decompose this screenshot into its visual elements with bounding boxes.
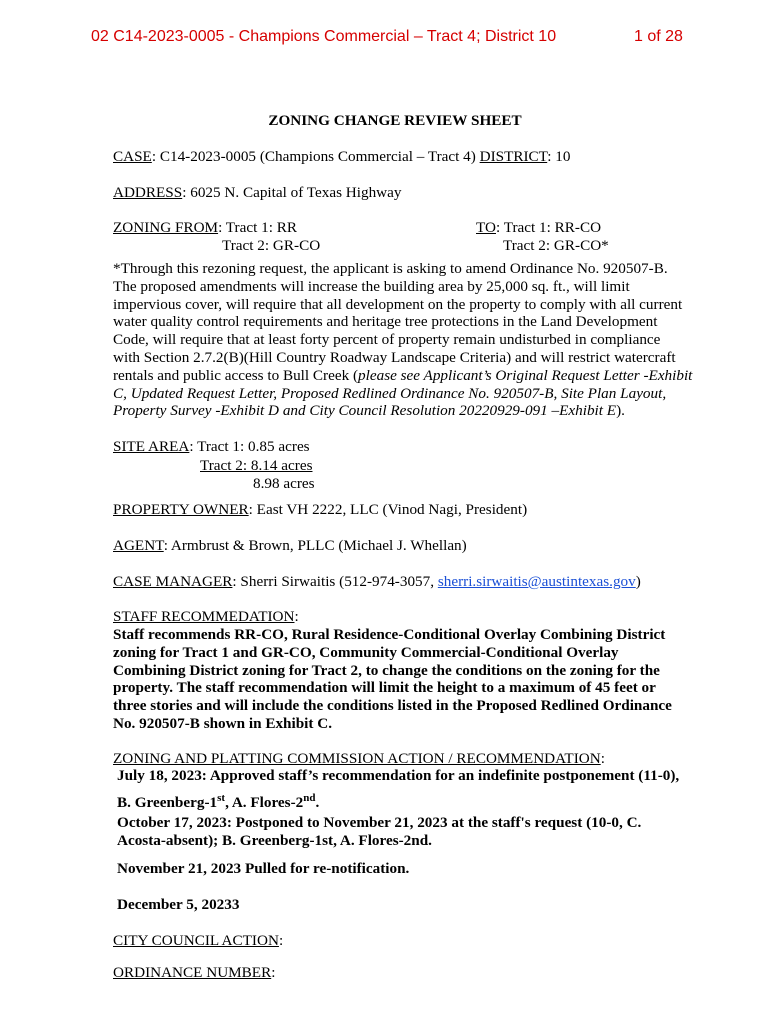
address-value: : 6025 N. Capital of Texas Highway: [182, 184, 402, 201]
address-line: [113, 184, 401, 202]
zoning-to-tract1: : Tract 1: RR-CO: [495, 219, 602, 236]
staff-recommendation-line: three stories and will include the conditions listed in the Proposed Redlined Ordinance: [113, 697, 672, 715]
page-title: ZONING CHANGE REVIEW SHEET: [268, 112, 522, 129]
zoning-from-tract2: Tract 2: GR-CO: [222, 237, 321, 254]
header-case-title: 02 C14-2023-0005 - Champions Commercial – Tract 4; District 10: [91, 28, 557, 45]
property-owner-line: [113, 501, 527, 519]
footnote-line: Code, will require that at least forty percent of property remain undisturbed in compliance: [113, 331, 661, 349]
zap-ordinal-sup: st: [217, 791, 226, 804]
staff-recommendation-line: Combining District zoning for Tract 2, to change the conditions on the zoning for the: [113, 661, 660, 679]
site-area-total: 8.98 acres: [253, 475, 315, 492]
zap-action-line: November 21, 2023 Pulled for re-notification.: [117, 860, 410, 877]
staff-recommendation-line: Staff recommends RR-CO, Rural Residence-Conditional Overlay Combining District: [113, 626, 666, 643]
zoning-from-tract1: : Tract 1: RR: [218, 219, 297, 236]
staff-recommendation-label: STAFF RECOMMEDATION: [113, 608, 295, 625]
case-manager-email-link[interactable]: sherri.sirwaitis@austintexas.gov: [437, 573, 636, 590]
footnote-text: ).: [616, 402, 625, 420]
zap-action-text: B. Greenberg-1: [117, 794, 218, 811]
case-manager-close: ): [635, 573, 641, 590]
city-council-label: CITY COUNCIL ACTION: [113, 932, 279, 949]
zoning-to-line: [476, 219, 601, 237]
zap-action-text: , A. Flores-2: [225, 794, 304, 811]
case-manager-line: [113, 573, 641, 591]
staff-recommendation-line: property. The staff recommendation will limit the height to a maximum of 45 feet or: [113, 679, 656, 697]
agent-line: [113, 537, 467, 555]
property-owner-label: PROPERTY OWNER: [113, 501, 249, 518]
staff-recommendation-text: [113, 626, 693, 733]
zap-action-line: December 5, 20233: [117, 896, 240, 913]
site-area-line: [113, 438, 310, 456]
zap-label: ZONING AND PLATTING COMMISSION ACTION / RECOMMENDATION: [113, 750, 601, 767]
staff-recommendation-heading: [113, 608, 299, 626]
footnote-line: with Section 2.7.2(B)(Hill Country Roadway Landscape Criteria) and will restrict watercraft: [113, 348, 676, 366]
case-manager-value: : Sherri Sirwaitis (512-974-3057,: [232, 573, 438, 590]
zap-action-line: Acosta-absent); B. Greenberg-1st, A. Flores-2nd.: [117, 832, 432, 849]
zap-heading: [113, 750, 605, 768]
footnote-text: rentals and public access to Bull Creek (: [113, 366, 359, 384]
case-manager-label: CASE MANAGER: [113, 573, 233, 590]
agent-value: : Armbrust & Brown, PLLC (Michael J. Whellan): [163, 537, 467, 554]
zoning-to-label: TO: [476, 219, 496, 236]
zap-action-line: [117, 791, 320, 812]
header-page-count: 1 of 28: [634, 28, 683, 45]
address-label: ADDRESS: [113, 184, 183, 201]
footnote-exhibit-text: Property Survey -Exhibit D and City Council Resolution 20220929-091 –Exhibit E: [113, 402, 617, 420]
ordinance-heading: [113, 964, 275, 982]
footnote-line: [113, 402, 693, 420]
ordinance-label: ORDINANCE NUMBER: [113, 964, 272, 981]
zoning-to-tract2: Tract 2: GR-CO*: [503, 237, 609, 254]
district-label: DISTRICT: [479, 148, 548, 165]
zap-action-line: October 17, 2023: Postponed to November 21, 2023 at the staff's request (10-0, C.: [117, 814, 642, 831]
district-value: : 10: [547, 148, 571, 165]
zap-action-line: July 18, 2023: Approved staff’s recommendation for an indefinite postponement (11-0),: [117, 767, 680, 784]
footnote-line: impervious cover, will require that all development on the property to comply with all current: [113, 295, 683, 313]
zap-ordinal-sup: nd: [303, 791, 316, 804]
zap-colon: :: [600, 750, 605, 767]
site-area-label: SITE AREA: [113, 438, 190, 455]
footnote-paragraph: [113, 260, 693, 420]
case-label: CASE: [113, 148, 152, 165]
staff-recommendation-line: zoning for Tract 1 and GR-CO, Community Commercial-Conditional Overlay: [113, 643, 619, 661]
staff-recommendation-colon: :: [294, 608, 299, 625]
zoning-from-label: ZONING FROM: [113, 219, 219, 236]
city-council-heading: [113, 932, 283, 950]
city-council-colon: :: [278, 932, 284, 949]
site-area-tract1: : Tract 1: 0.85 acres: [189, 438, 310, 455]
ordinance-colon: :: [271, 964, 276, 981]
footnote-line: C, Updated Request Letter, Proposed Redlined Ordinance No. 920507-B, Site Plan Layout,: [113, 384, 667, 402]
zoning-from-line: [113, 219, 297, 237]
footnote-line: *Through this rezoning request, the applicant is asking to amend Ordinance No. 920507-B.: [113, 260, 668, 277]
case-line: [113, 148, 570, 166]
site-area-tract2: Tract 2: 8.14 acres: [200, 457, 313, 474]
zap-action-text: .: [315, 794, 320, 811]
footnote-exhibit-text: please see Applicant’s Original Request Letter -Exhibit: [358, 366, 693, 384]
agent-label: AGENT: [113, 537, 164, 554]
footnote-line: The proposed amendments will increase the building area by 25,000 sq. ft., will limit: [113, 277, 630, 295]
staff-recommendation-line: No. 920507-B shown in Exhibit C.: [113, 714, 333, 732]
case-value: : C14-2023-0005 (Champions Commercial – Tract 4): [151, 148, 480, 165]
footnote-line: [113, 367, 693, 385]
property-owner-value: : East VH 2222, LLC (Vinod Nagi, President): [248, 501, 528, 518]
footnote-line: water quality control requirements and heritage tree protections in the Land Development: [113, 313, 658, 331]
